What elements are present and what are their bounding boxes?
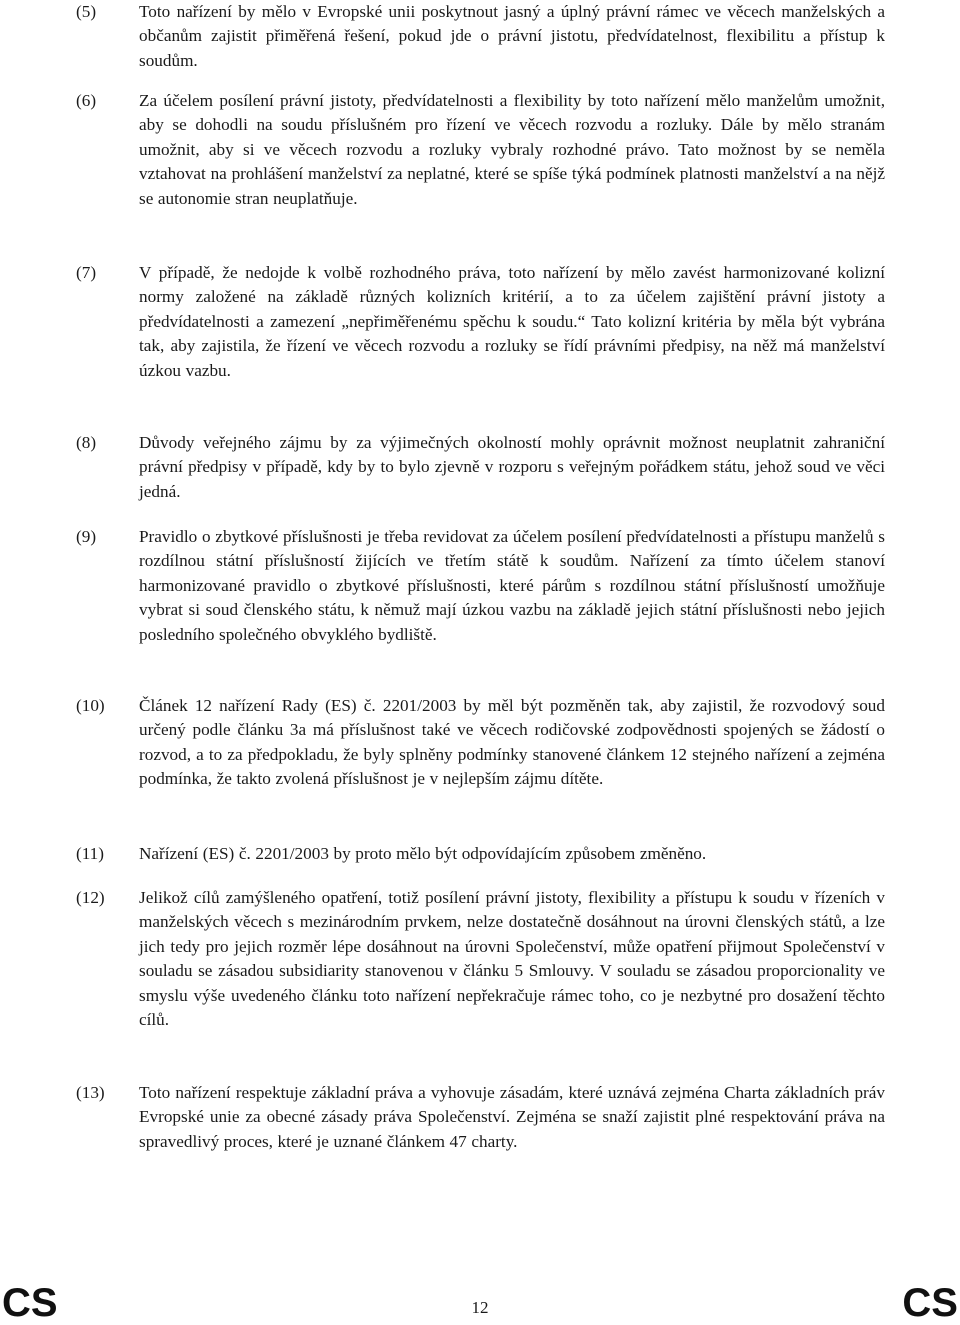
recital-text: Nařízení (ES) č. 2201/2003 by proto mělo být odpovídajícím způsobem změněno. bbox=[139, 844, 707, 863]
recital-text: Jelikož cílů zamýšleného opatření, totiž posílení právní jistoty, flexibility a přístupu k soudu v řízeních v manželských věcech s mezinárodním prvkem, nelze dostatečně dosáhnout na úrovni členských států, a lze jich tedy pro jejich rozměr lépe dosáhnout na úrovni Společenství, může opatření přijmout Společenství v souladu se zásadou subsidiarity stanovenou v článku 5 Smlouvy. V souladu se zásadou proporcionality ve smyslu výše uvedeného článku toto nařízení nepřekračuje rámec toho, co je nezbytné pro dosažení těchto cílů. bbox=[139, 888, 885, 1030]
recital-number: (12) bbox=[76, 888, 105, 907]
recital-text: Toto nařízení by mělo v Evropské unii poskytnout jasný a úplný právní rámec ve věcech manželských a občanům zajistit přiměřená řešení, pokud jde o právní jistotu, předvídatelnost, flexibilitu a přístup k soudům. bbox=[139, 2, 885, 70]
recital-text: Pravidlo o zbytkové příslušnosti je třeba revidovat za účelem posílení předvídatelnosti a přístupu manželů s rozdílnou státní příslušností žijících ve třetím státě k soudům. Nařízení za tímto účelem stanoví harmonizované pravidlo o zbytkové příslušnosti, které párům s rozdílnou státní příslušností umožňuje vybrat si soud členského státu, k němuž mají úzkou vazbu na základě jejich státní příslušnosti nebo jejich posledního společného obvyklého bydliště. bbox=[139, 527, 885, 644]
recital-number: (11) bbox=[76, 844, 104, 863]
footer-language-code-right: CS bbox=[902, 1281, 958, 1325]
recital-number: (7) bbox=[76, 263, 97, 282]
recital-number: (8) bbox=[76, 433, 97, 452]
recital-text: Důvody veřejného zájmu by za výjimečných okolností mohly oprávnit možnost neuplatnit zahraniční právní předpisy v případě, kdy by to bylo zjevně v rozporu s veřejným pořádkem státu, jehož soud ve věci jedná. bbox=[139, 433, 885, 501]
recital-number: (6) bbox=[76, 91, 97, 110]
recital-number: (9) bbox=[76, 527, 97, 546]
recital-text: Článek 12 nařízení Rady (ES) č. 2201/2003 by měl být pozměněn tak, aby zajistil, že rozvodový soud určený podle článku 3a má příslušnost také ve věcech rodičovské zodpovědnosti spojených se žádostí o rozvod, a to za předpokladu, že byly splněny podmínky stanovené článkem 12 stejného nařízení a zejména podmínka, že takto zvolená příslušnost je v nejlepším zájmu dítěte. bbox=[139, 696, 885, 789]
footer-language-code-left: CS bbox=[2, 1281, 58, 1325]
recital-text: Toto nařízení respektuje základní práva a vyhovuje zásadám, které uznává zejména Charta základních práv Evropské unie za obecné zásady práva Společenství. Zejména se snaží zajistit plné respektování práva na spravedlivý proces, které je uznané článkem 47 charty. bbox=[139, 1083, 885, 1151]
recital-number: (10) bbox=[76, 696, 105, 715]
recital-number: (13) bbox=[76, 1083, 105, 1102]
page-number: 12 bbox=[471, 1298, 489, 1317]
recital-number: (5) bbox=[76, 2, 97, 21]
recital-text: V případě, že nedojde k volbě rozhodného práva, toto nařízení by mělo zavést harmonizované kolizní normy založené na základě různých kolizních kritérií, a to za účelem zajištění právní jistoty a předvídatelnosti a zamezení „nepřiměřenému spěchu k soudu.“ Tato kolizní kritéria by měla být vybrána tak, aby zajistila, že řízení ve věcech rozvodu a rozluky se řídí právními předpisy, na něž má manželství úzkou vazbu. bbox=[139, 263, 885, 380]
recital-text: Za účelem posílení právní jistoty, předvídatelnosti a flexibility by toto nařízení mělo manželům umožnit, aby se dohodli na soudu příslušném pro řízení ve věcech rozvodu a rozluky. Dále by mělo stranám umožnit, aby si ve věcech rozvodu a rozluky vybraly rozhodné právo. Tato možnost by se neměla vztahovat na prohlášení manželství za neplatné, které se spíše týká podmínek platnosti manželství a na nějž se autonomie stran neuplatňuje. bbox=[139, 91, 885, 208]
